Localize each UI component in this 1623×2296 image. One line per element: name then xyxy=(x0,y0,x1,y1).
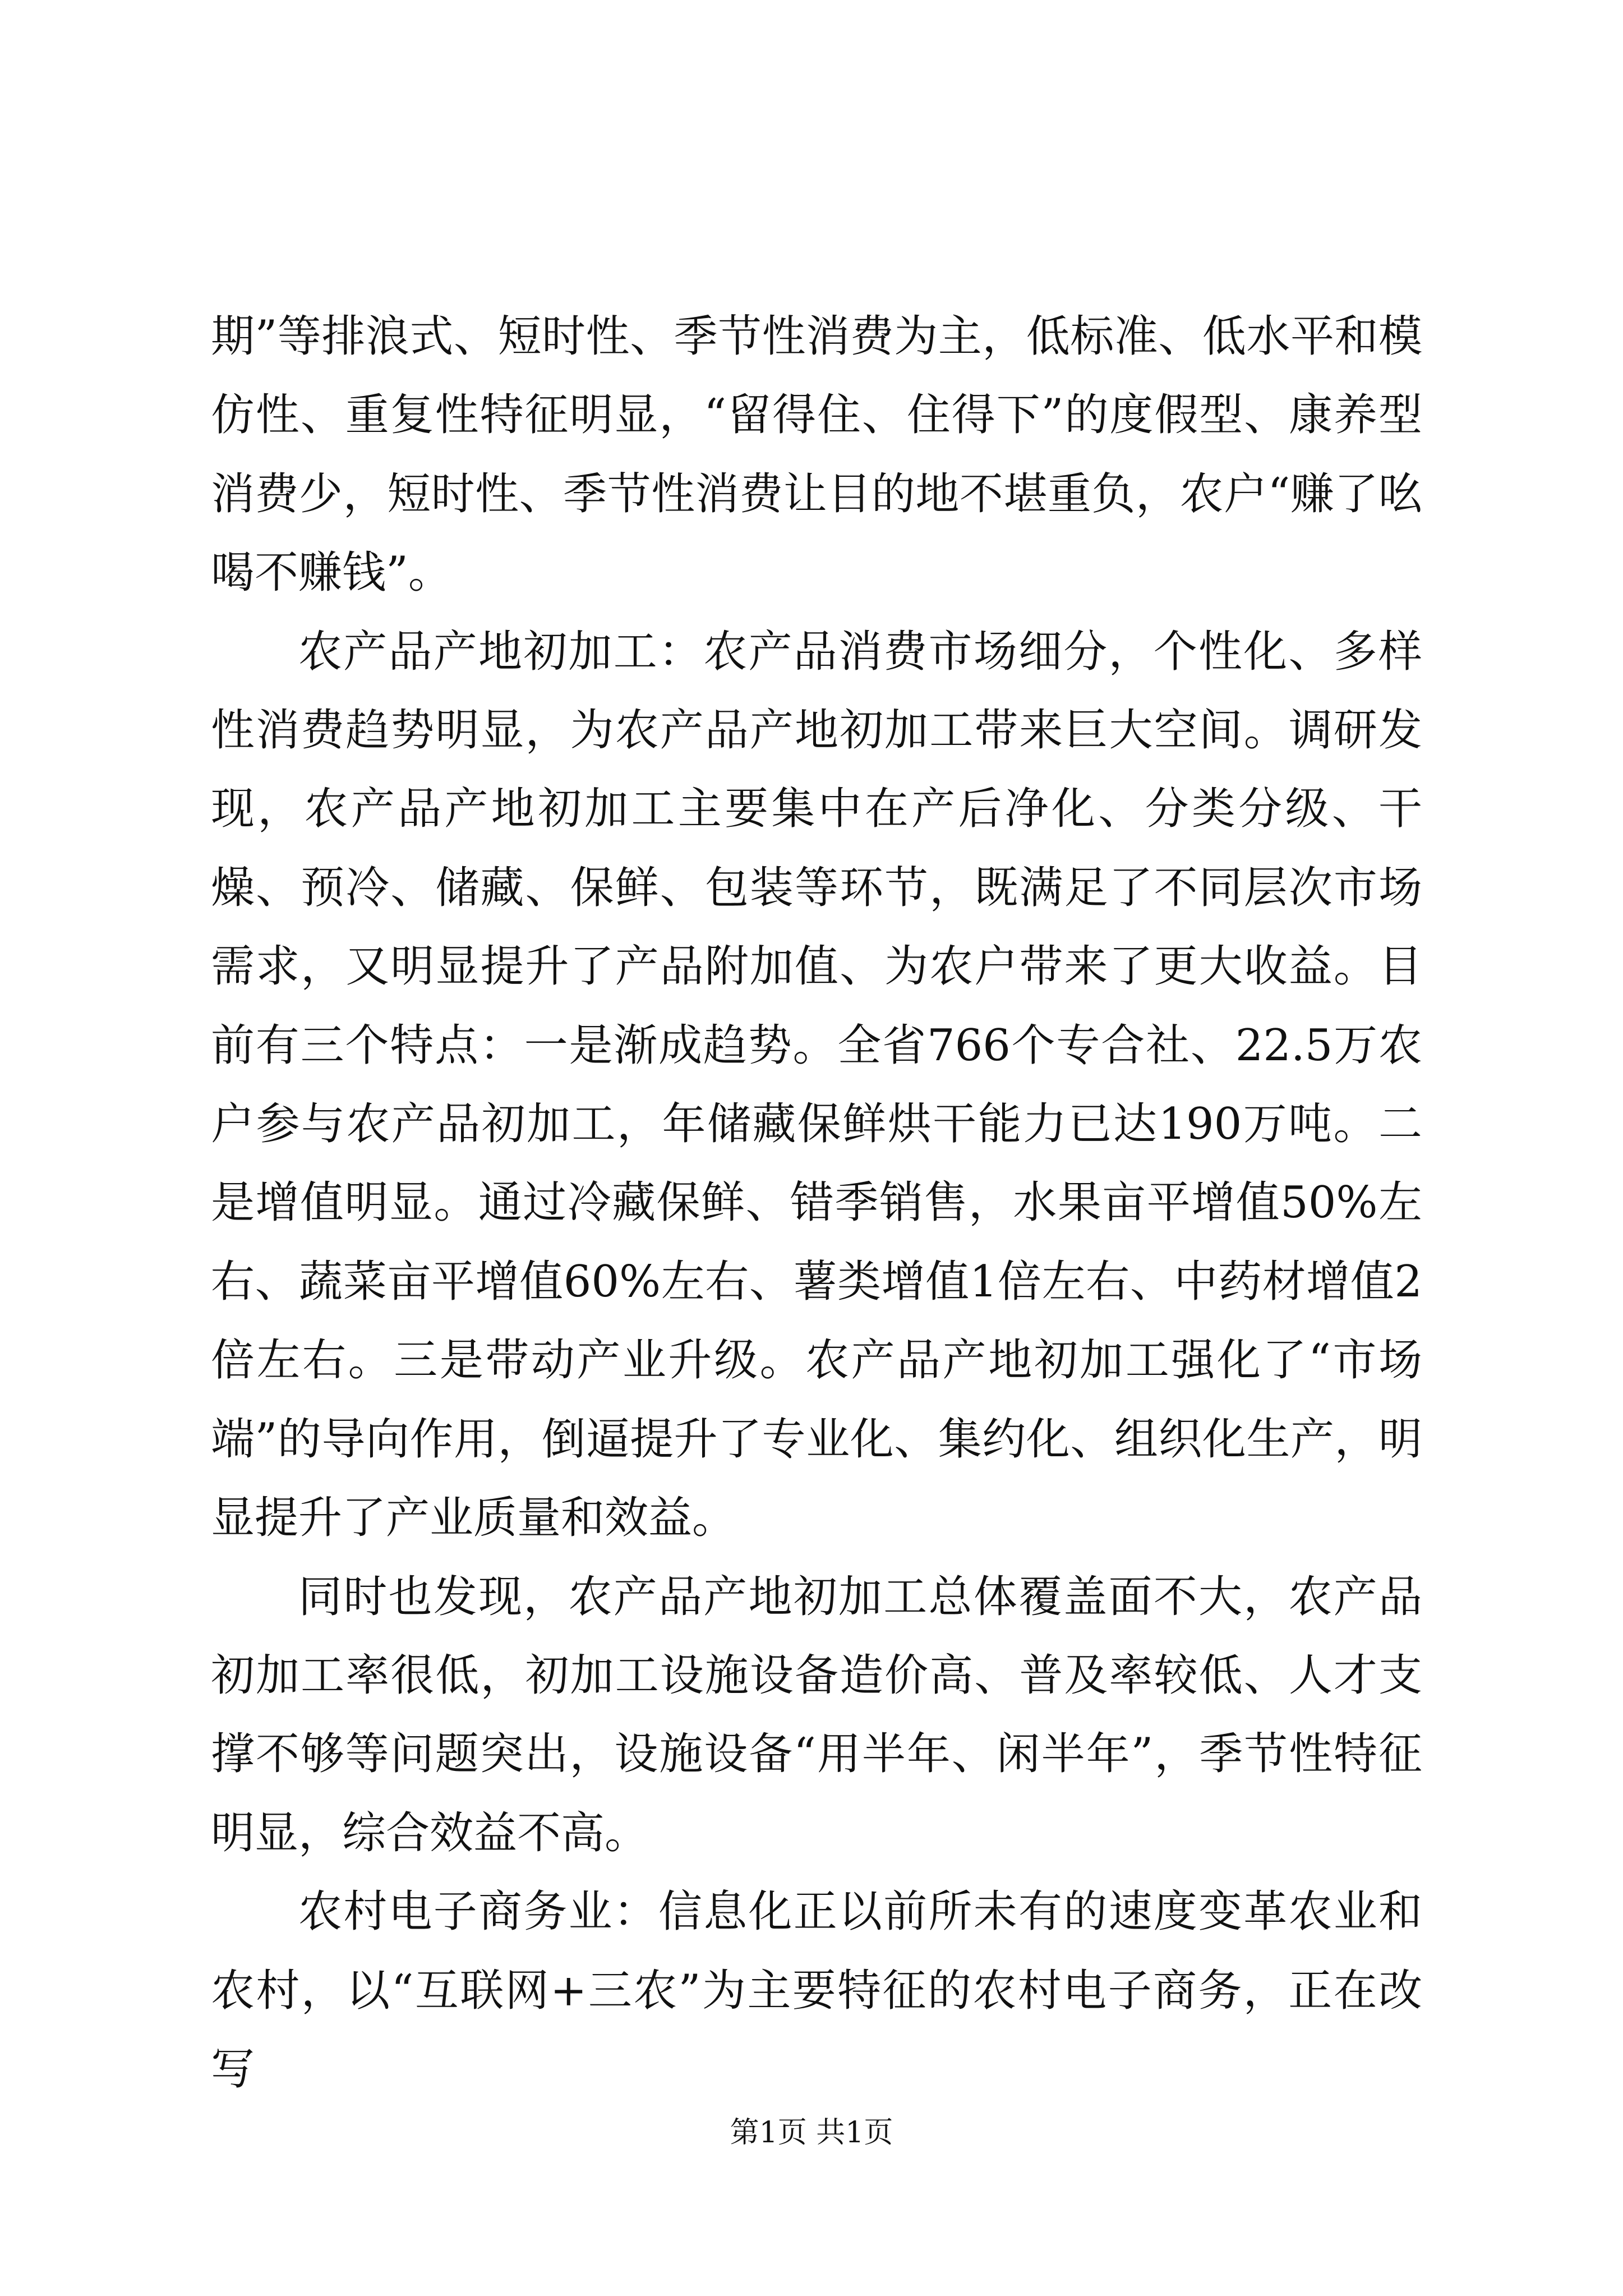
paragraph-2: 农产品产地初加工：农产品消费市场细分，个性化、多样性消费趋势明显，为农产品产地初加工带来巨大空间。调研发现，农产品产地初加工主要集中在产后净化、分类分级、干燥、预冷、储藏、保鲜、包装等环节，既满足了不同层次市场需求，又明显提升了产品附加值、为农户带来了更大收益。目前有三个特点：一是渐成趋势。全省766个专合社、22.5万农户参与农产品初加工，年储藏保鲜烘干能力已达190万吨。二是增值明显。通过冷藏保鲜、错季销售，水果亩平增值50%左右、蔬菜亩平增值60%左右、薯类增值1倍左右、中药材增值2倍左右。三是带动产业升级。农产品产地初加工强化了“市场端”的导向作用，倒逼提升了专业化、集约化、组织化生产，明显提升了产业质量和效益。 xyxy=(211,626,1422,1544)
document-body xyxy=(211,297,1422,2109)
paragraph-4: 农村电子商务业：信息化正以前所未有的速度变革农业和农村，以“互联网+三农”为主要特征的农村电子商务，正在改写 xyxy=(211,1887,1422,2095)
paragraph-1: 期”等排浪式、短时性、季节性消费为主，低标准、低水平和模仿性、重复性特征明显，“留得住、住得下”的度假型、康养型消费少，短时性、季节性消费让目的地不堪重负，农户“赚了吆喝不赚钱”。 xyxy=(211,311,1422,599)
paragraph-3: 同时也发现，农产品产地初加工总体覆盖面不大，农产品初加工率很低，初加工设施设备造价高、普及率较低、人才支撑不够等问题突出，设施设备“用半年、闲半年”，季节性特征明显，综合效益不高。 xyxy=(211,1571,1422,1858)
page-footer: 第1页 共1页 xyxy=(730,2116,893,2150)
